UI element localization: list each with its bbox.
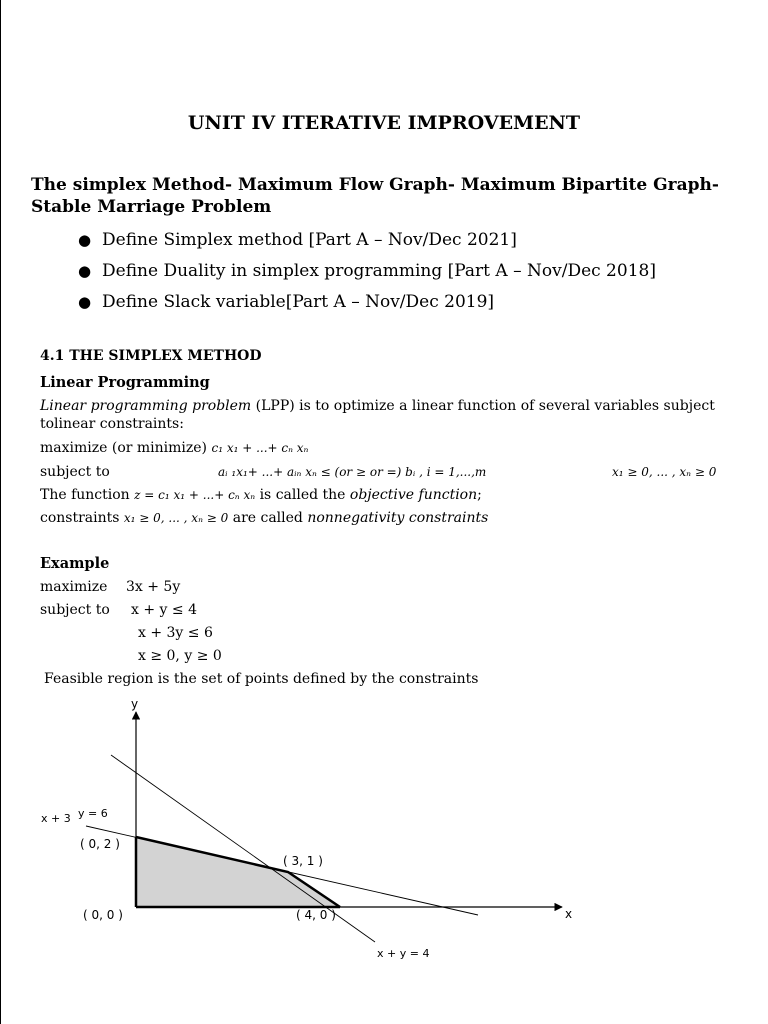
feasible-region: [136, 837, 340, 907]
question-item: ● Define Slack variable[Part A – Nov/Dec 2019]: [78, 289, 656, 320]
example-subject-label: subject to: [40, 602, 110, 618]
objective-expression: c₁ x₁ + ...+ cₙ xₙ: [211, 441, 309, 455]
question-item: ● Define Simplex method [Part A – Nov/Dec 2021]: [78, 227, 656, 258]
lpp-definition-line2: tolinear constraints:: [40, 416, 184, 432]
vertex-label-0-0: ( 0, 0 ): [83, 908, 123, 922]
vertex-label-3-1: ( 3, 1 ): [283, 854, 323, 868]
nonnegativity-line: constraints x₁ ≥ 0, ... , xₙ ≥ 0 are called nonnegativity constraints: [40, 510, 489, 526]
unit-topics-heading: The simplex Method- Maximum Flow Graph- Maximum Bipartite Graph- Stable Marriage Problem: [31, 175, 719, 217]
constraint-expression: aᵢ ₁x₁+ ...+ aᵢₙ xₙ ≤ (or ≥ or =) bᵢ , i = 1,...,m: [218, 465, 487, 479]
section-heading: 4.1 THE SIMPLEX METHOD: [40, 348, 262, 364]
example-maximize-label: maximize: [40, 579, 108, 595]
maximize-line: maximize (or minimize) c₁ x₁ + ...+ cₙ xₙ: [40, 440, 309, 456]
line1-label-b: y = 6: [78, 807, 108, 820]
subsection-heading: Linear Programming: [40, 374, 210, 391]
line1-label-a: x + 3: [41, 812, 71, 825]
example-constraint-2: x + 3y ≤ 6: [138, 625, 213, 641]
example-constraint-1: x + y ≤ 4: [131, 602, 197, 618]
example-objective: 3x + 5y: [126, 579, 181, 595]
bullet-icon: ●: [78, 262, 92, 280]
y-axis-label: y: [131, 697, 139, 711]
bullet-icon: ●: [78, 231, 92, 249]
vertex-label-0-2: ( 0, 2 ): [80, 837, 120, 851]
page-title: UNIT IV ITERATIVE IMPROVEMENT: [187, 112, 581, 134]
vertex-label-4-0: ( 4, 0 ): [296, 908, 336, 922]
lpp-term: Linear programming problem: [40, 398, 252, 414]
bullet-icon: ●: [78, 293, 92, 311]
example-constraint-3: x ≥ 0, y ≥ 0: [138, 648, 222, 664]
line2-label: x + y = 4: [377, 947, 430, 960]
lpp-definition-line1: Linear programming problem (LPP) is to optimize a linear function of several variables subject: [40, 398, 715, 414]
nonnegativity-expression: x₁ ≥ 0, ... , xₙ ≥ 0: [612, 465, 717, 479]
question-item: ● Define Duality in simplex programming [Part A – Nov/Dec 2018]: [78, 258, 656, 289]
x-axis-label: x: [565, 907, 573, 921]
objective-function-line: The function z = c₁ x₁ + ...+ cₙ xₙ is called the objective function;: [40, 487, 482, 503]
feasible-region-note: Feasible region is the set of points defined by the constraints: [44, 671, 479, 687]
subject-to-label: subject to: [40, 464, 110, 480]
example-heading: Example: [40, 555, 110, 572]
